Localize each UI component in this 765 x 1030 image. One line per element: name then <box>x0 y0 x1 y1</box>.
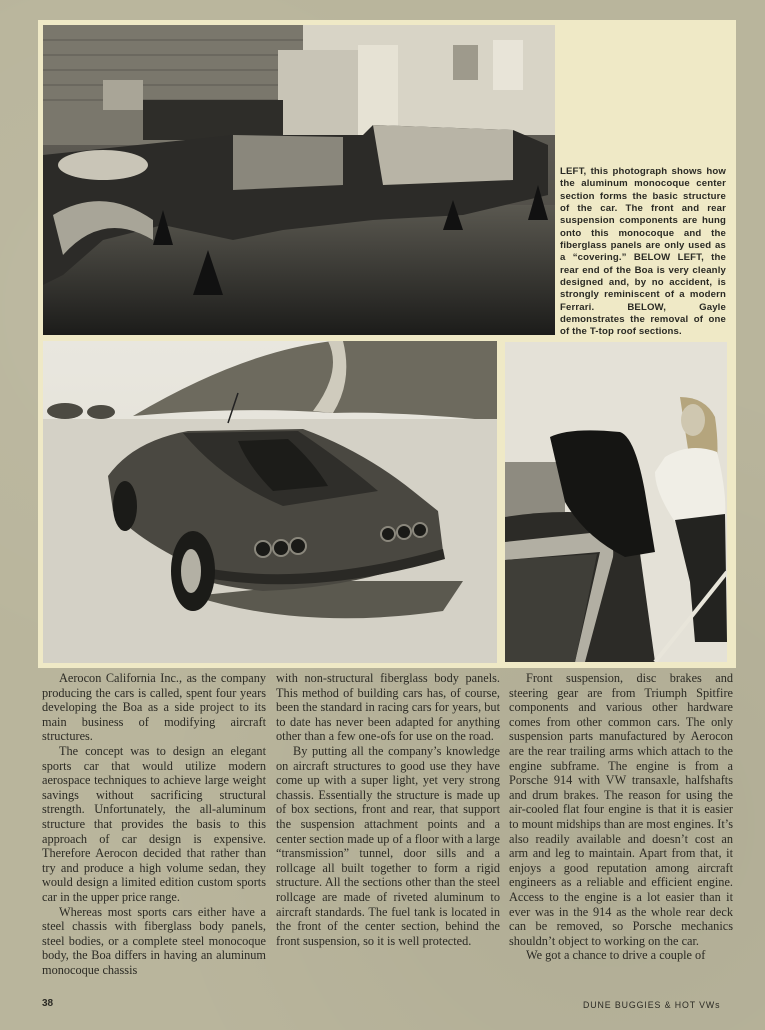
boa-rear-view-photo <box>43 341 497 663</box>
photo-caption: LEFT, this photograph shows how the aluminum monocoque center section forms the basic structure of the car. The front and rear suspension components are hung onto this monocoque and the fiberglass panels are only used as a “covering.” BELOW LEFT, the rear end of the Boa is very cleanly designed and, by no accident, is strongly reminiscent of a modern Ferrari. BELOW, Gayle demonstrates the removal of one of the T-top roof sections. <box>560 166 726 338</box>
paragraph: The concept was to design an elegant sports car that would utilize modern aerospace techniques to achieve large weight savings without sacrificing structural strength. Unfortunately, the all-aluminum structure that provides the basis to this approach of car design is expensive. Therefore Aerocon decided that rather than try and produce a high volume sedan, they would design a limited edition custom sports car in the upper price range. <box>42 743 266 904</box>
magazine-footer: DUNE BUGGIES & HOT VWs <box>583 1000 721 1010</box>
paragraph: We got a chance to drive a couple of <box>526 948 706 963</box>
paragraph: Front suspension, disc brakes and steering gear are from Triumph Spitfire components and various other hardware comes from other common cars. The only suspension parts manufactured by Aerocon are the rear trailing arms which attach to the engine subframe. The engine is from a Porsche 914 with VW transaxle, halfshafts and drum brakes. The reason for using the air-cooled flat four engine is that it is easier to mount midships than are most engines. It’s also readily available and doesn’t cost an arm and leg to maintain. Apart from that, it enjoys a good reputation among aircraft engineers as a reliable and efficient engine. Access to the engine is a lot easier than it ever was in the 914 as the whole rear deck can be removed, so Porsche mechanics shouldn’t object to working on the car. <box>509 671 733 948</box>
paragraph: with non-structural fiberglass body panels. This method of building cars has, of course, been the standard in racing cars for years, but to date has never been adapted for anything other than a few one-ofs for use on the road. <box>276 671 500 744</box>
paragraph: By putting all the company’s knowledge on aircraft structures to good use they have come up with a super light, yet very strong chassis. Essentially the structure is made up of box sections, front and rear, that support the suspension attachment points and a center section made up of a floor with a large “transmission” tunnel, door sills and a rollcage all built together to form a rigid structure. All the sections other than the steel rollcage are made of riveted aluminum to aircraft standards. The fuel tank is located in the front of the center section, behind the front suspension, so it is well protected. <box>276 743 500 948</box>
article-column-3 <box>509 671 733 963</box>
t-top-removal-photo <box>505 342 727 662</box>
monocoque-chassis-photo <box>43 25 555 335</box>
article-column-1 <box>42 671 266 977</box>
page-number: 38 <box>42 998 54 1009</box>
paragraph: Aerocon California Inc., as the company producing the cars is called, spent four years developing the Boa as a side project to its main business of modifying aircraft structures. <box>42 671 266 744</box>
article-column-2 <box>276 671 500 948</box>
paragraph: Whereas most sports cars either have a steel chassis with fiberglass body panels, steel bodies, or a complete steel monocoque body, the Boa differs in having an aluminum monocoque chassis <box>42 904 266 977</box>
